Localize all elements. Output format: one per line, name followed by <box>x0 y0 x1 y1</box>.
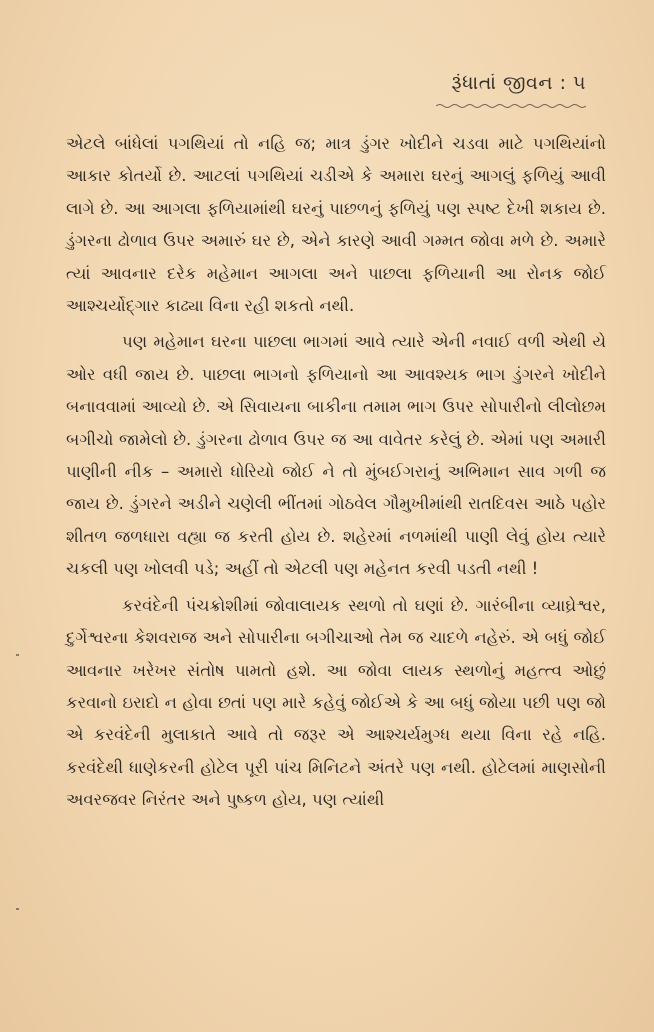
page-header <box>436 72 586 113</box>
wavy-underline <box>436 103 586 109</box>
paragraph-3: કરવંદેની પંચક્રોશીમાં જોવાલાયક સ્થળો તો ઘણાં છે. ગારંબીના વ્યાઘ્રેશ્વર, દુર્ગેશ્વરના કેશવરાજ અને સોપારીના બગીચાઓ તેમ જ ચાદળે નહેરું. એ બધું જોઈ આવનાર ખરેખર સંતોષ પામતો હશે. આ જોવા લાયક સ્થળોનું મહત્ત્વ ઓછું કરવાનો ઇરાદો ન હોવા છતાં પણ મારે કહેવું જોઈએ કે આ બધું જોયા પછી પણ જો એ કરવંદેની મુલાકાતે આવે તો જરૂર એ આશ્ચર્યમુગ્ધ થયા વિના રહે નહિ. કરવંદેથી ધાણેકરની હોટેલ પૂરી પાંચ મિનિટને અંતરે પણ નથી. હોટેલમાં માણસોની અવરજવર નિરંતર અને પુષ્કળ હોય, પણ ત્યાંથી <box>66 595 606 810</box>
margin-mark <box>16 908 19 910</box>
paragraph-1: એટલે બાંધેલાં પગથિયાં તો નહિ જ; માત્ર ડુંગર ખોદીને ચડવા માટે પગથિયાંનો આકાર કોતર્યો છે. આટલાં પગથિયાં ચડીએ કે અમારા ઘરનું આગલું ફળિયું આવી લાગે છે. આ આગલા ફળિયામાંથી ઘરનું પાછળનું ફળિયું પણ સ્પષ્ટ દેખી શકાય છે. ડુંગરના ઢોળાવ ઉપર અમારું ઘર છે, એને કારણે આવી ગમ્મત જોવા મળે છે. અમારે ત્યાં આવનાર દરેક મહેમાન આગલા અને પાછલા ફળિયાની આ રોનક જોઈ આશ્ચર્યોદ્‌ગાર કાઢ્યા વિના રહી શકતો નથી. <box>66 134 606 316</box>
running-head: રૂંધાતાં જીવન : ૫ <box>451 72 586 94</box>
body-text <box>66 128 606 821</box>
margin-mark <box>16 654 19 656</box>
paragraph-2: પણ મહેમાન ઘરના પાછલા ભાગમાં આવે ત્યારે એની નવાઈ વળી એથી યે ઓર વધી જાય છે. પાછલા ભાગનો ફળિયાનો આ આવશ્યક ભાગ ડુંગરને ખોદીને બનાવવામાં આવ્યો છે. એ સિવાયના બાકીના તમામ ભાગ ઉપર સોપારીનો લીલોછમ બગીચો જામેલો છે. ડુંગરના ઢોળાવ ઉપર જ આ વાવેતર કરેલું છે. એમાં પણ અમારી પાણીની નીક – અમારો ધોરિયો જોઈ ને તો મુંબઈગરાનું અભિમાન સાવ ગળી જ જાય છે. ડુંગરને અડીને ચણેલી ભીંતમાં ગોઠવેલ ગૌમુખીમાંથી રાતદિવસ આઠે પહોર શીતળ જળધારા વહ્યા જ કરતી હોય છે. શહેરમાં નળમાંથી પાણી લેવું હોય ત્યારે ચકલી પણ ખોલવી પડે; અહીં તો એટલી પણ મહેનત કરવી પડતી નથી ! <box>66 332 606 579</box>
